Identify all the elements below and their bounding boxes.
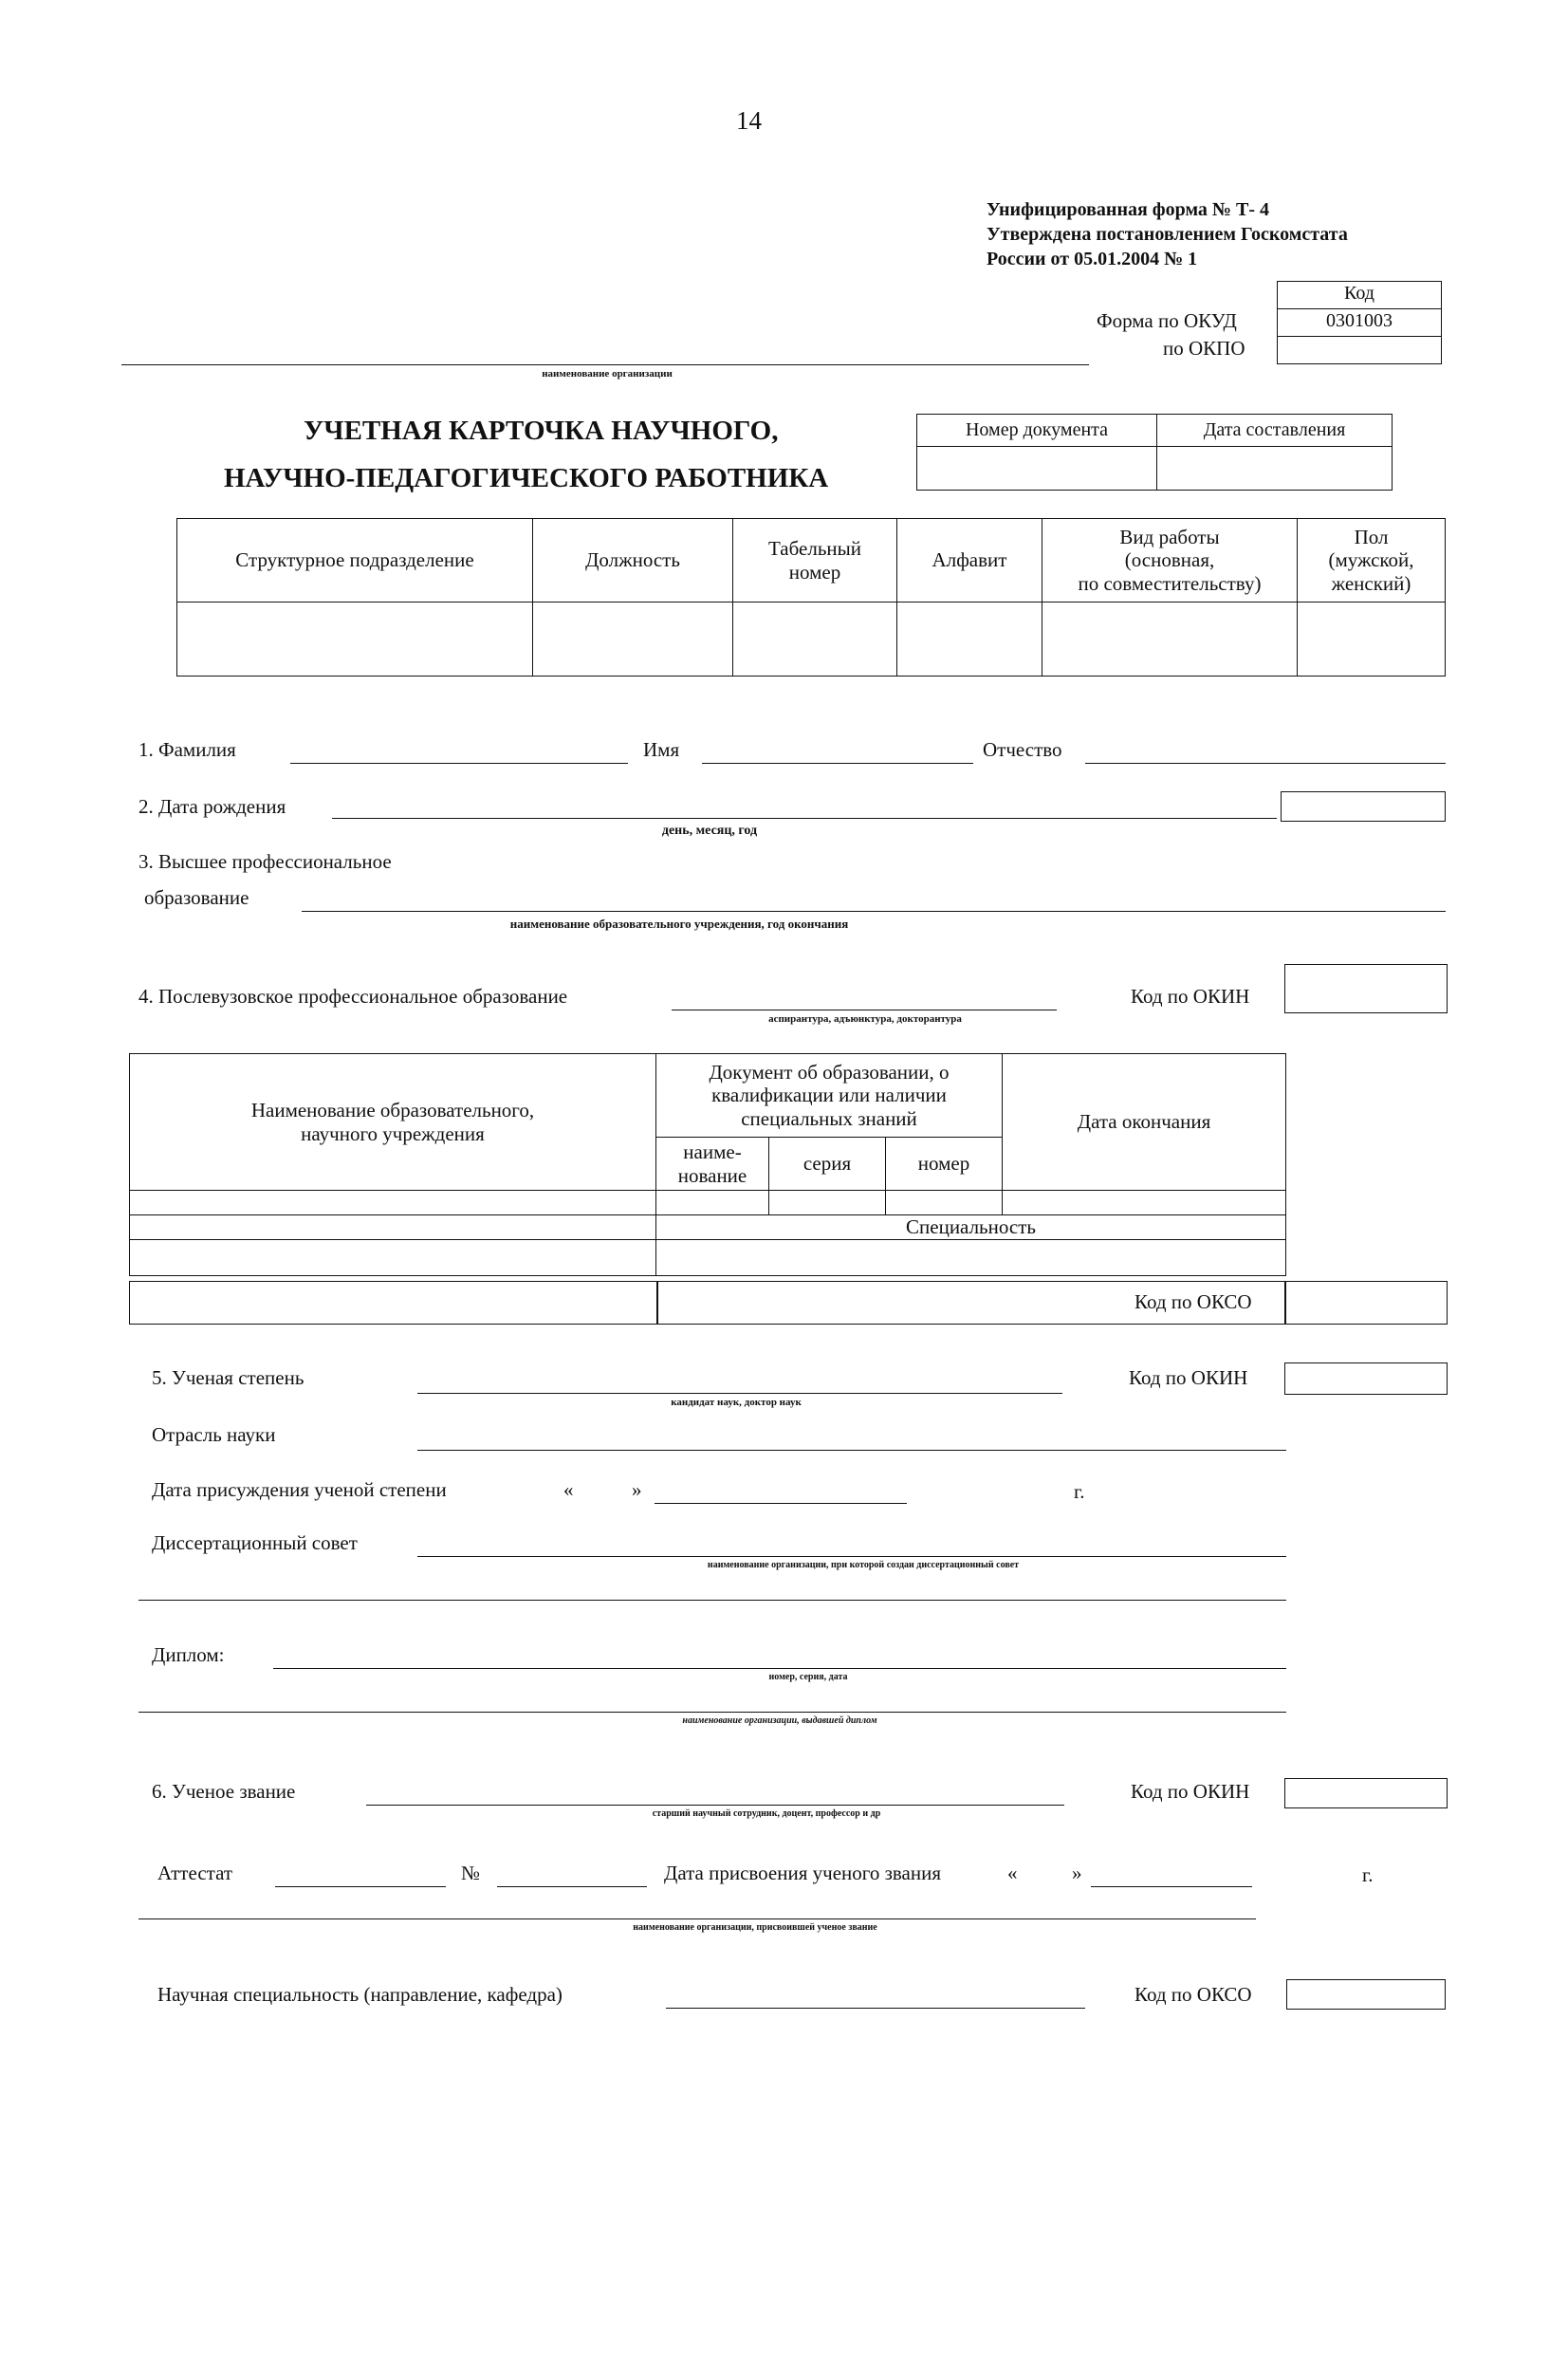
title-rank-okin-box[interactable] [1284, 1778, 1448, 1808]
employee-table [176, 518, 1446, 677]
birthdate-code-box[interactable] [1281, 791, 1446, 822]
rank-date-label: Дата присвоения ученого звания [664, 1862, 941, 1884]
org-name-line[interactable] [121, 364, 1089, 365]
title-rank-okin-label: Код по ОКИН [1131, 1780, 1250, 1803]
name-label: Имя [643, 738, 680, 761]
attestat-no-label: № [461, 1862, 481, 1884]
t-end-header: Дата окончания [1003, 1054, 1286, 1191]
t-inst-l2: научного учреждения [301, 1121, 485, 1145]
approval-date: России от 05.01.2004 № 1 [987, 249, 1198, 269]
degree-okin-box[interactable] [1284, 1362, 1448, 1395]
t-inst-cell-4[interactable] [129, 1281, 658, 1325]
education-line[interactable] [302, 911, 1446, 912]
doc-number-cell[interactable] [917, 447, 1157, 491]
specialty-okso-label: Код по ОКСО [1134, 1983, 1252, 2006]
col-department: Структурное подразделение [177, 519, 533, 602]
col-tabnum [733, 519, 897, 602]
col-gender-l2: (мужской, [1328, 548, 1414, 572]
form-number: Унифицированная форма № Т- 4 [987, 199, 1270, 220]
t-okso-box[interactable] [1284, 1281, 1448, 1325]
t-number-cell[interactable] [886, 1191, 1003, 1215]
cell-alphabet[interactable] [897, 602, 1042, 677]
cell-department[interactable] [177, 602, 533, 677]
rank-quote-open: « [1007, 1862, 1018, 1884]
award-date-line[interactable] [655, 1503, 907, 1504]
t-doc-l3: специальных знаний [741, 1106, 917, 1130]
kod-label: Код [1344, 283, 1374, 304]
t-inst-cell-3[interactable] [130, 1240, 656, 1276]
patronymic-label: Отчество [983, 738, 1062, 761]
specialty-label: Научная специальность (направление, кафедра) [157, 1983, 563, 2006]
okud-value: 0301003 [1326, 310, 1393, 331]
surname-label: 1. Фамилия [138, 738, 236, 761]
education-caption: наименование образовательного учреждения, год окончания [509, 917, 849, 931]
t-name-l2: нование [677, 1163, 747, 1187]
diploma-label: Диплом: [152, 1643, 225, 1666]
doc-date-cell[interactable] [1157, 447, 1393, 491]
rank-org-line[interactable] [138, 1918, 1256, 1919]
birthdate-line[interactable] [332, 818, 1277, 819]
t-doc-l2: квалификации или наличии [711, 1084, 947, 1107]
council-line-2[interactable] [138, 1600, 1286, 1601]
title-rank-caption: старший научный сотрудник, доцент, профессор и др [652, 1808, 881, 1819]
col-tabnum-l2: номер [788, 560, 841, 584]
rank-date-line[interactable] [1091, 1886, 1252, 1887]
t-series-cell[interactable] [769, 1191, 886, 1215]
okud-label: Форма по ОКУД [1097, 309, 1237, 332]
t-end-cell[interactable] [1003, 1191, 1286, 1215]
attestat-line[interactable] [275, 1886, 446, 1887]
patronymic-line[interactable] [1085, 763, 1446, 764]
approval-line: Утверждена постановлением Госкомстата [987, 224, 1348, 245]
cell-tabnum[interactable] [733, 602, 897, 677]
rank-quote-close: » [1072, 1862, 1082, 1884]
attestat-label: Аттестат [157, 1862, 233, 1884]
rank-org-caption: наименование организации, присвоившей ученое звание [633, 1922, 877, 1933]
education-table [129, 1053, 1286, 1276]
rank-year: г. [1362, 1863, 1374, 1886]
col-gender-l1: Пол [1354, 526, 1389, 549]
cell-position[interactable] [533, 602, 733, 677]
t-inst-cell[interactable] [130, 1191, 656, 1215]
branch-label: Отрасль науки [152, 1423, 276, 1446]
title-rank-label: 6. Ученое звание [152, 1780, 296, 1803]
t-name-cell[interactable] [656, 1191, 769, 1215]
okpo-value-box[interactable] [1277, 336, 1442, 364]
okpo-label: по ОКПО [1163, 337, 1245, 360]
degree-label: 5. Ученая степень [152, 1366, 304, 1389]
postgrad-okin-box[interactable] [1284, 964, 1448, 1013]
postgrad-caption: аспирантура, адъюнктура, докторантура [768, 1013, 962, 1025]
attestat-no-line[interactable] [497, 1886, 647, 1887]
diploma-org-line[interactable] [138, 1712, 1286, 1713]
t-doc-l1: Документ об образовании, о [709, 1061, 950, 1084]
t-inst-cell-2[interactable] [130, 1215, 656, 1240]
surname-line[interactable] [290, 763, 628, 764]
title-line1: УЧЕТНАЯ КАРТОЧКА НАУЧНОГО, [304, 416, 779, 446]
col-position: Должность [533, 519, 733, 602]
award-quote-close: » [632, 1478, 642, 1501]
t-specialty-label: Специальность [656, 1215, 1286, 1240]
education-label2: образование [144, 886, 249, 909]
page-number: 14 [736, 106, 762, 135]
col-work-l2: (основная, [1124, 548, 1215, 572]
degree-caption: кандидат наук, доктор наук [671, 1397, 802, 1408]
title-line2: НАУЧНО-ПЕДАГОГИЧЕСКОГО РАБОТНИКА [224, 463, 829, 493]
degree-line[interactable] [417, 1393, 1062, 1394]
branch-line[interactable] [417, 1450, 1286, 1451]
doc-table [916, 414, 1393, 491]
cell-gender[interactable] [1298, 602, 1446, 677]
name-line[interactable] [702, 763, 973, 764]
birthdate-label: 2. Дата рождения [138, 795, 286, 818]
education-label1: 3. Высшее профессиональное [138, 850, 392, 873]
award-date-label: Дата присуждения ученой степени [152, 1478, 447, 1501]
col-work-type [1042, 519, 1298, 602]
postgrad-label: 4. Послевузовское профессиональное образование [138, 985, 568, 1008]
col-gender-l3: женский) [1331, 571, 1411, 595]
t-number-header: номер [886, 1138, 1003, 1191]
award-year: г. [1074, 1480, 1085, 1503]
council-line[interactable] [417, 1556, 1286, 1557]
cell-work-type[interactable] [1042, 602, 1298, 677]
col-gender [1298, 519, 1446, 602]
t-name-l1: наиме- [683, 1140, 742, 1164]
doc-date-header: Дата составления [1157, 415, 1393, 447]
col-alphabet: Алфавит [897, 519, 1042, 602]
t-specialty-cell[interactable] [656, 1240, 1286, 1276]
birthdate-caption: день, месяц, год [661, 824, 758, 838]
doc-number-header: Номер документа [917, 415, 1157, 447]
title-rank-line[interactable] [366, 1805, 1064, 1806]
col-tabnum-l1: Табельный [768, 537, 861, 561]
council-caption: наименование организации, при которой создан диссертационный совет [707, 1560, 1020, 1570]
col-work-l3: по совместительству) [1078, 571, 1262, 595]
council-label: Диссертационный совет [152, 1531, 358, 1554]
diploma-org-caption: наименование организации, выдавшей диплом [682, 1715, 877, 1726]
t-series-header: серия [769, 1138, 886, 1191]
col-work-l1: Вид работы [1119, 526, 1220, 549]
degree-okin-label: Код по ОКИН [1129, 1366, 1248, 1389]
org-caption: наименование организации [542, 368, 673, 380]
diploma-line[interactable] [273, 1668, 1286, 1669]
postgrad-okin-label: Код по ОКИН [1131, 985, 1250, 1008]
diploma-caption: номер, серия, дата [768, 1672, 848, 1682]
t-inst-l1: Наименование образовательного, [250, 1099, 535, 1122]
t-okso-label: Код по ОКСО [1134, 1290, 1252, 1313]
specialty-okso-box[interactable] [1286, 1979, 1446, 2010]
award-quote-open: « [563, 1478, 574, 1501]
specialty-line[interactable] [666, 2008, 1085, 2009]
